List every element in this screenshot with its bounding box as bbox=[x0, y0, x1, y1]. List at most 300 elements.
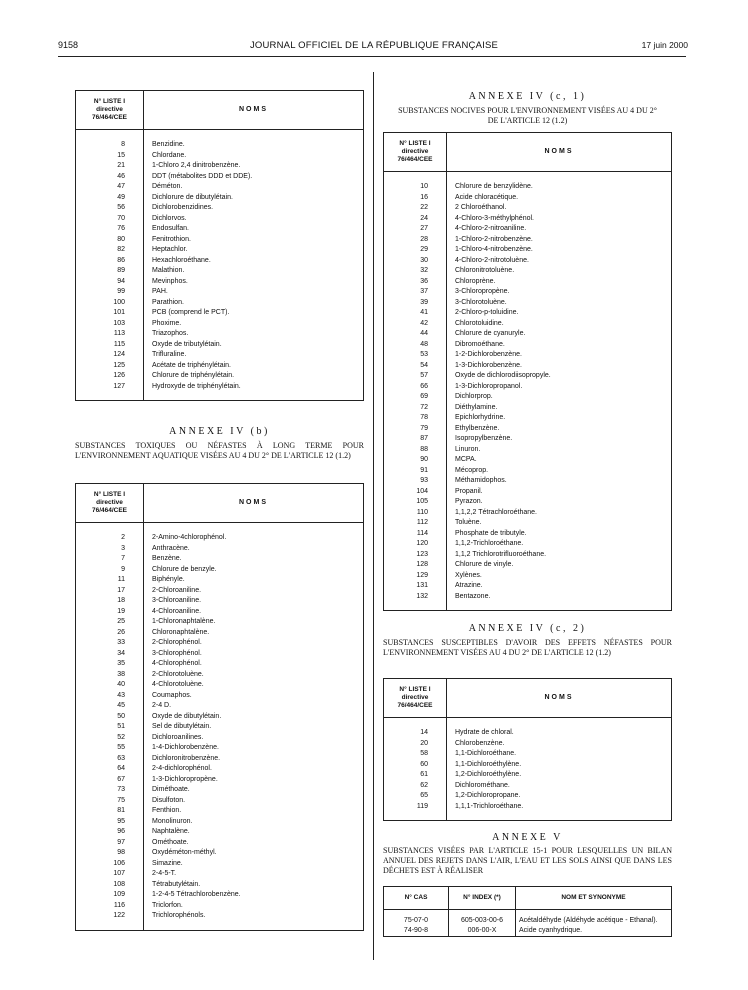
header-liste-line1: N° LISTE I bbox=[399, 686, 431, 693]
substance-name: Chloronitrotoluène. bbox=[447, 266, 672, 277]
table-row bbox=[76, 775, 364, 786]
substance-name: Fenitrothion. bbox=[144, 235, 364, 246]
issue-date: 17 juin 2000 bbox=[641, 40, 688, 50]
liste-number: 125 bbox=[76, 361, 144, 372]
substance-name: 4-Chloro-2-nitrotoluène. bbox=[447, 256, 672, 267]
liste-number: 40 bbox=[76, 680, 144, 691]
liste-number: 30 bbox=[384, 256, 447, 267]
table-row bbox=[384, 476, 672, 487]
liste-number: 78 bbox=[384, 413, 447, 424]
liste-number: 82 bbox=[76, 245, 144, 256]
table-row bbox=[384, 518, 672, 529]
table-row bbox=[384, 308, 672, 319]
substance-name: Chlordane. bbox=[144, 151, 364, 162]
table-row bbox=[384, 571, 672, 582]
liste-number: 26 bbox=[76, 628, 144, 639]
substance-name: Déméton. bbox=[144, 182, 364, 193]
table-row bbox=[384, 203, 672, 214]
table-row bbox=[384, 371, 672, 382]
liste-number: 101 bbox=[76, 308, 144, 319]
substance-name: 2-4-5-T. bbox=[144, 869, 364, 880]
index-number: 006-00-X bbox=[449, 926, 516, 937]
table-row bbox=[384, 770, 672, 781]
substance-name: 1-4-Dichlorobenzène. bbox=[144, 743, 364, 754]
liste-number: 10 bbox=[384, 182, 447, 193]
table-row bbox=[76, 277, 364, 288]
liste-number: 39 bbox=[384, 298, 447, 309]
liste-number: 56 bbox=[76, 203, 144, 214]
liste-number: 87 bbox=[384, 434, 447, 445]
liste-number: 25 bbox=[76, 617, 144, 628]
table-row bbox=[76, 890, 364, 901]
liste-number: 53 bbox=[384, 350, 447, 361]
substance-name: Tétrabutylétain. bbox=[144, 880, 364, 891]
table-row bbox=[384, 256, 672, 267]
substance-name: Dichlorométhane. bbox=[447, 781, 672, 792]
table-row bbox=[384, 361, 672, 372]
table-row bbox=[76, 712, 364, 723]
liste-number: 62 bbox=[384, 781, 447, 792]
table-row bbox=[76, 785, 364, 796]
substance-name: 2 Chloroéthanol. bbox=[447, 203, 672, 214]
substance-name: Trichlorophénols. bbox=[144, 911, 364, 922]
header-liste-line1: N° LISTE I bbox=[93, 491, 126, 498]
liste-number: 107 bbox=[76, 869, 144, 880]
table-row bbox=[384, 581, 672, 592]
table-row bbox=[76, 649, 364, 660]
table-row bbox=[76, 224, 364, 235]
substance-name: Oxyde de dichlorodiisopropyle. bbox=[447, 371, 672, 382]
table-row bbox=[76, 880, 364, 891]
table-row bbox=[76, 911, 364, 922]
header-liste-line2: directive bbox=[96, 106, 123, 113]
substance-name: Xylènes. bbox=[447, 571, 672, 582]
substance-name: Monolinuron. bbox=[144, 817, 364, 828]
table-row bbox=[384, 287, 672, 298]
liste-number: 128 bbox=[384, 560, 447, 571]
annexe-v-title: ANNEXE V bbox=[492, 832, 563, 843]
table-row bbox=[384, 350, 672, 361]
liste-number: 70 bbox=[76, 214, 144, 225]
table-row bbox=[76, 733, 364, 744]
col-header-liste bbox=[76, 484, 144, 523]
liste-number: 80 bbox=[76, 235, 144, 246]
liste-number: 27 bbox=[384, 224, 447, 235]
substance-name: 1-3-Dichloropropanol. bbox=[447, 382, 672, 393]
table-row bbox=[384, 539, 672, 550]
table-row bbox=[76, 203, 364, 214]
table-row bbox=[384, 455, 672, 466]
substance-name: Chloroprène. bbox=[447, 277, 672, 288]
table-row bbox=[76, 869, 364, 880]
substance-name: PAH. bbox=[144, 287, 364, 298]
liste-number: 29 bbox=[384, 245, 447, 256]
substance-name: Phoxime. bbox=[144, 319, 364, 330]
substance-name: Propanil. bbox=[447, 487, 672, 498]
liste-number: 75 bbox=[76, 796, 144, 807]
substance-name: Chlorotoluidine. bbox=[447, 319, 672, 330]
substance-name: 1,2-Dichloropropane. bbox=[447, 791, 672, 802]
substance-name: Atrazine. bbox=[447, 581, 672, 592]
substance-name: PCB (comprend le PCT). bbox=[144, 308, 364, 319]
substance-name: 1,1-Dichloroéthylène. bbox=[447, 760, 672, 771]
liste-number: 45 bbox=[76, 701, 144, 712]
col-header-nom: NOM ET SYNONYME bbox=[516, 887, 672, 910]
substance-name: 1-Chloronaphtalène. bbox=[144, 617, 364, 628]
table-row bbox=[76, 235, 364, 246]
substance-name: 3-Chloropropène. bbox=[447, 287, 672, 298]
liste-number: 103 bbox=[76, 319, 144, 330]
col-header-index: N° INDEX (*) bbox=[449, 887, 516, 910]
substance-name: Trifluraline. bbox=[144, 350, 364, 361]
table-row bbox=[384, 235, 672, 246]
table-row bbox=[76, 182, 364, 193]
liste-number: 46 bbox=[76, 172, 144, 183]
substance-name: 2-Amino-4chlorophénol. bbox=[144, 533, 364, 544]
substance-name: Toluène. bbox=[447, 518, 672, 529]
table-row bbox=[384, 392, 672, 403]
table-row bbox=[384, 749, 672, 760]
table-row bbox=[384, 466, 672, 477]
liste-number: 63 bbox=[76, 754, 144, 765]
table-row bbox=[76, 287, 364, 298]
table-row bbox=[76, 245, 364, 256]
liste-number: 55 bbox=[76, 743, 144, 754]
table-row bbox=[76, 764, 364, 775]
table-row bbox=[76, 533, 364, 544]
table-row bbox=[76, 172, 364, 183]
table-row bbox=[76, 298, 364, 309]
annexe-c1-subtitle: SUBSTANCES NOCIVES POUR L'ENVIRONNEMENT VISÉES AU 4 DU 2° DE L'ARTICLE 12 (1.2) bbox=[398, 106, 657, 125]
substance-name: 2-4 D. bbox=[144, 701, 364, 712]
liste-number: 7 bbox=[76, 554, 144, 565]
table-annexe-a-substances bbox=[75, 90, 364, 401]
table-row bbox=[76, 151, 364, 162]
table-row bbox=[384, 403, 672, 414]
col-header-noms: NOMS bbox=[447, 133, 672, 172]
substance-name: Mevinphos. bbox=[144, 277, 364, 288]
substance-name: 1-2-4-5 Tétrachlorobenzène. bbox=[144, 890, 364, 901]
liste-number: 90 bbox=[384, 455, 447, 466]
table-row bbox=[76, 838, 364, 849]
column-divider bbox=[373, 72, 374, 960]
liste-number: 32 bbox=[384, 266, 447, 277]
liste-number: 131 bbox=[384, 581, 447, 592]
annexe-c1-title: ANNEXE IV (c, 1) bbox=[468, 91, 587, 102]
liste-number: 17 bbox=[76, 586, 144, 597]
table-row bbox=[384, 424, 672, 435]
substance-name: 1,1-Dichloroéthane. bbox=[447, 749, 672, 760]
liste-number: 110 bbox=[384, 508, 447, 519]
table-row bbox=[76, 817, 364, 828]
liste-number: 61 bbox=[384, 770, 447, 781]
substance-name: 1,1,2 Trichlorotrifluoroéthane. bbox=[447, 550, 672, 561]
substance-name: Dichlorure de dibutylétain. bbox=[144, 193, 364, 204]
header-liste-line3: 76/464/CEE bbox=[91, 114, 128, 121]
substance-name: 2-4-dichlorophénol. bbox=[144, 764, 364, 775]
substance-name: Chlorure de triphénylétain. bbox=[144, 371, 364, 382]
table-row bbox=[384, 413, 672, 424]
liste-number: 8 bbox=[76, 140, 144, 151]
substance-name: 4-Chlorotoluène. bbox=[144, 680, 364, 691]
substance-name: Malathion. bbox=[144, 266, 364, 277]
liste-number: 76 bbox=[76, 224, 144, 235]
substance-name: Ométhoate. bbox=[144, 838, 364, 849]
substance-name: Diméthoate. bbox=[144, 785, 364, 796]
table-row bbox=[76, 565, 364, 576]
table-row bbox=[384, 434, 672, 445]
table-row bbox=[76, 140, 364, 151]
table-row bbox=[76, 754, 364, 765]
liste-number: 20 bbox=[384, 739, 447, 750]
substance-name: 1,1,1-Trichloroéthane. bbox=[447, 802, 672, 813]
liste-number: 99 bbox=[76, 287, 144, 298]
liste-number: 3 bbox=[76, 544, 144, 555]
liste-number: 36 bbox=[384, 277, 447, 288]
liste-number: 52 bbox=[76, 733, 144, 744]
substance-name: Disulfoton. bbox=[144, 796, 364, 807]
table-row bbox=[384, 550, 672, 561]
liste-number: 69 bbox=[384, 392, 447, 403]
substance-name: 3-Chlorotoluène. bbox=[447, 298, 672, 309]
table-row bbox=[76, 340, 364, 351]
liste-number: 119 bbox=[384, 802, 447, 813]
liste-number: 2 bbox=[76, 533, 144, 544]
cas-number: 75-07-0 bbox=[384, 916, 449, 926]
liste-number: 72 bbox=[384, 403, 447, 414]
substance-name: Acétaldéhyde (Aldéhyde acétique - Ethanal). bbox=[516, 916, 672, 926]
header-liste-line2: directive bbox=[96, 499, 123, 506]
liste-number: 54 bbox=[384, 361, 447, 372]
substance-name: Dichloroanilines. bbox=[144, 733, 364, 744]
substance-name: Ethylbenzène. bbox=[447, 424, 672, 435]
table-row bbox=[384, 791, 672, 802]
table-row bbox=[76, 350, 364, 361]
substance-name: Mécoprop. bbox=[447, 466, 672, 477]
table-row bbox=[76, 371, 364, 382]
liste-number: 124 bbox=[76, 350, 144, 361]
header-liste-line3: 76/464/CEE bbox=[397, 156, 433, 163]
table-row bbox=[76, 722, 364, 733]
liste-number: 116 bbox=[76, 901, 144, 912]
table-row bbox=[384, 781, 672, 792]
substance-name: Chlorure de benzyle. bbox=[144, 565, 364, 576]
table-row bbox=[384, 214, 672, 225]
table-annexe-c2-substances bbox=[383, 678, 672, 821]
table-row bbox=[76, 329, 364, 340]
liste-number: 97 bbox=[76, 838, 144, 849]
liste-number: 95 bbox=[76, 817, 144, 828]
substance-name: Chlorure de vinyle. bbox=[447, 560, 672, 571]
substance-name: Benzène. bbox=[144, 554, 364, 565]
liste-number: 93 bbox=[384, 476, 447, 487]
substance-name: Linuron. bbox=[447, 445, 672, 456]
table-row bbox=[384, 592, 672, 603]
table-row bbox=[76, 659, 364, 670]
table-row bbox=[76, 382, 364, 393]
table-row bbox=[384, 266, 672, 277]
liste-number: 127 bbox=[76, 382, 144, 393]
table-row bbox=[384, 445, 672, 456]
annexe-v-subtitle: SUBSTANCES VISÉES PAR L'ARTICLE 15-1 POUR LESQUELLES UN BILAN ANNUEL DES REJETS DANS L'AIR, L'EAU ET LES SOLS AINSI QUE DANS LES DÉCHETS EST À RÉALISER bbox=[383, 846, 672, 875]
substance-name: Hydrate de chloral. bbox=[447, 728, 672, 739]
substance-name: Dichlorobenzidines. bbox=[144, 203, 364, 214]
substance-name: MCPA. bbox=[447, 455, 672, 466]
page-number: 9158 bbox=[58, 40, 79, 50]
table-row bbox=[76, 638, 364, 649]
liste-number: 42 bbox=[384, 319, 447, 330]
liste-number: 123 bbox=[384, 550, 447, 561]
liste-number: 94 bbox=[76, 277, 144, 288]
substance-name: Triazophos. bbox=[144, 329, 364, 340]
substance-name: 2-Chlorotoluène. bbox=[144, 670, 364, 681]
header-liste-line3: 76/464/CEE bbox=[91, 507, 128, 514]
liste-number: 11 bbox=[76, 575, 144, 586]
table-row bbox=[76, 670, 364, 681]
substance-name: Oxyde de tributylétain. bbox=[144, 340, 364, 351]
liste-number: 81 bbox=[76, 806, 144, 817]
substance-name: Fenthion. bbox=[144, 806, 364, 817]
substance-name: Oxyde de dibutylétain. bbox=[144, 712, 364, 723]
substance-name: Diéthylamine. bbox=[447, 403, 672, 414]
substance-name: Pyrazon. bbox=[447, 497, 672, 508]
liste-number: 105 bbox=[384, 497, 447, 508]
substance-name: 1,1,2-Trichloroéthane. bbox=[447, 539, 672, 550]
liste-number: 65 bbox=[384, 791, 447, 802]
liste-number: 41 bbox=[384, 308, 447, 319]
col-header-liste bbox=[384, 133, 447, 172]
substance-name: Anthracène. bbox=[144, 544, 364, 555]
substance-name: 1-3-Dichlorobenzène. bbox=[447, 361, 672, 372]
annexe-c2-title: ANNEXE IV (c, 2) bbox=[468, 623, 587, 634]
liste-number: 96 bbox=[76, 827, 144, 838]
col-header-noms: NOMS bbox=[144, 484, 364, 523]
substance-name: 4-Chlorophénol. bbox=[144, 659, 364, 670]
annexe-c2-subtitle: SUBSTANCES SUSCEPTIBLES D'AVOIR DES EFFETS NÉFASTES POUR L'ENVIRONNEMENT VISÉES AU 4 DU 2° DE L'ARTICLE 12 (1.2) bbox=[383, 638, 672, 657]
col-header-noms: NOMS bbox=[447, 679, 672, 718]
table-row bbox=[76, 596, 364, 607]
table-row bbox=[384, 224, 672, 235]
substance-name: Endosulfan. bbox=[144, 224, 364, 235]
substance-name: Hexachloroéthane. bbox=[144, 256, 364, 267]
table-row bbox=[384, 739, 672, 750]
liste-number: 132 bbox=[384, 592, 447, 603]
substance-name: 1,2-Dichloroéthylène. bbox=[447, 770, 672, 781]
liste-number: 38 bbox=[76, 670, 144, 681]
liste-number: 28 bbox=[384, 235, 447, 246]
substance-name: 1-Chloro-2-nitrobenzène. bbox=[447, 235, 672, 246]
table-row bbox=[76, 544, 364, 555]
substance-name: 1-Chloro 2,4 dinitrobenzène. bbox=[144, 161, 364, 172]
cas-number: 74-90-8 bbox=[384, 926, 449, 937]
header-liste-line1: N° LISTE I bbox=[399, 140, 431, 147]
liste-number: 88 bbox=[384, 445, 447, 456]
liste-number: 66 bbox=[384, 382, 447, 393]
liste-number: 113 bbox=[76, 329, 144, 340]
substance-name: Coumaphos. bbox=[144, 691, 364, 702]
table-row bbox=[384, 329, 672, 340]
liste-number: 15 bbox=[76, 151, 144, 162]
col-header-liste bbox=[76, 91, 144, 130]
liste-number: 48 bbox=[384, 340, 447, 351]
substance-name: 1-3-Dichloropropène. bbox=[144, 775, 364, 786]
liste-number: 122 bbox=[76, 911, 144, 922]
substance-name: Sel de dibutylétain. bbox=[144, 722, 364, 733]
substance-name: 1,1,2,2 Tétrachloroéthane. bbox=[447, 508, 672, 519]
liste-number: 50 bbox=[76, 712, 144, 723]
substance-name: 4-Chloroaniline. bbox=[144, 607, 364, 618]
liste-number: 33 bbox=[76, 638, 144, 649]
substance-name: Simazine. bbox=[144, 859, 364, 870]
liste-number: 21 bbox=[76, 161, 144, 172]
table-row bbox=[76, 827, 364, 838]
substance-name: Chloronaphtalène. bbox=[144, 628, 364, 639]
table-row bbox=[76, 691, 364, 702]
substance-name: Acétate de triphénylétain. bbox=[144, 361, 364, 372]
table-row bbox=[76, 319, 364, 330]
liste-number: 35 bbox=[76, 659, 144, 670]
table-row bbox=[76, 628, 364, 639]
substance-name: Epichlorhydrine. bbox=[447, 413, 672, 424]
substance-name: Acide chloracétique. bbox=[447, 193, 672, 204]
table-row bbox=[76, 214, 364, 225]
table-row bbox=[76, 161, 364, 172]
table-row bbox=[76, 193, 364, 204]
substance-name: 3-Chloroaniline. bbox=[144, 596, 364, 607]
table-row bbox=[76, 586, 364, 597]
liste-number: 115 bbox=[76, 340, 144, 351]
liste-number: 44 bbox=[384, 329, 447, 340]
liste-number: 129 bbox=[384, 571, 447, 582]
annexe-b-title: ANNEXE IV (b) bbox=[169, 426, 270, 437]
col-header-liste bbox=[384, 679, 447, 718]
substance-name: Dichlorprop. bbox=[447, 392, 672, 403]
liste-number: 37 bbox=[384, 287, 447, 298]
substance-name: Dichlorvos. bbox=[144, 214, 364, 225]
table-row bbox=[384, 497, 672, 508]
substance-name: 2-Chloroaniline. bbox=[144, 586, 364, 597]
liste-number: 14 bbox=[384, 728, 447, 739]
liste-number: 19 bbox=[76, 607, 144, 618]
header-liste-line1: N° LISTE I bbox=[93, 98, 126, 105]
table-row bbox=[384, 193, 672, 204]
liste-number: 34 bbox=[76, 649, 144, 660]
table-row bbox=[384, 340, 672, 351]
table-annexe-b-substances bbox=[75, 483, 364, 931]
table-row bbox=[384, 298, 672, 309]
liste-number: 22 bbox=[384, 203, 447, 214]
liste-number: 67 bbox=[76, 775, 144, 786]
substance-name: Triclorfon. bbox=[144, 901, 364, 912]
substance-name: Chlorobenzène. bbox=[447, 739, 672, 750]
liste-number: 9 bbox=[76, 565, 144, 576]
liste-number: 98 bbox=[76, 848, 144, 859]
substance-name: Acide cyanhydrique. bbox=[516, 926, 672, 937]
substance-name: Chlorure de benzylidène. bbox=[447, 182, 672, 193]
table-row bbox=[76, 848, 364, 859]
substance-name: Isopropylbenzène. bbox=[447, 434, 672, 445]
table-row bbox=[76, 680, 364, 691]
liste-number: 49 bbox=[76, 193, 144, 204]
table-row bbox=[76, 617, 364, 628]
substance-name: 4-Chloro-2-nitroaniline. bbox=[447, 224, 672, 235]
table-row bbox=[76, 901, 364, 912]
index-number: 605-003-00-6 bbox=[449, 916, 516, 926]
liste-number: 43 bbox=[76, 691, 144, 702]
liste-number: 108 bbox=[76, 880, 144, 891]
substance-name: 4-Chloro-3-méthylphénol. bbox=[447, 214, 672, 225]
table-row bbox=[76, 701, 364, 712]
